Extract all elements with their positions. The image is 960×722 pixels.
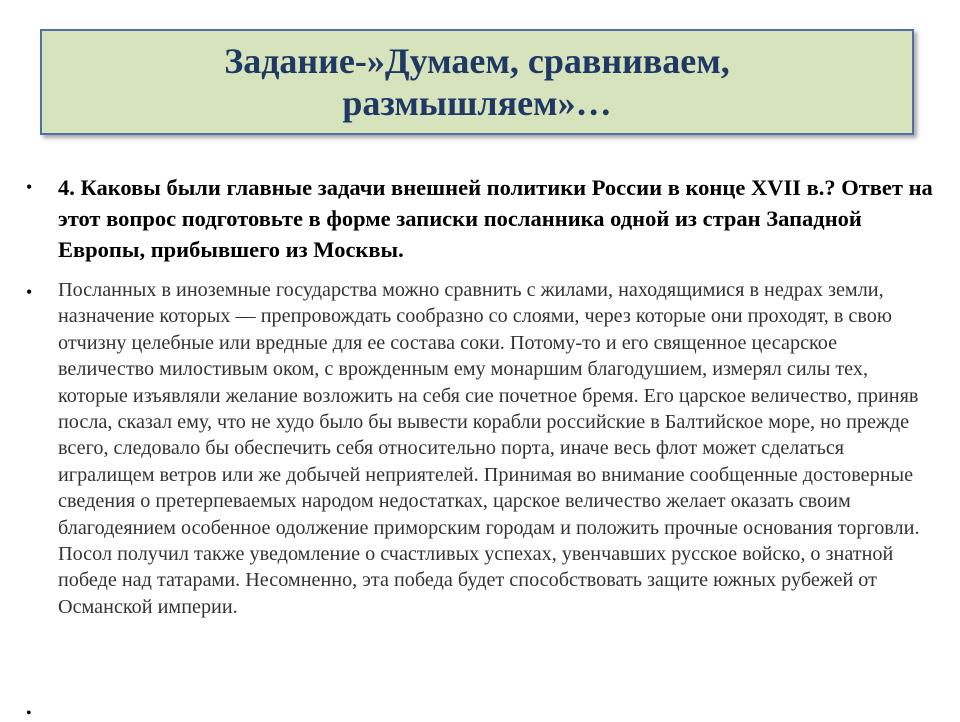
question-bullet	[26, 172, 946, 265]
question-text: 4. Каковы были главные задачи внешней политики России в конце XVII в.? Ответ на этот вопрос подготовьте в форме записки посланника одной из стран Западной Европы, прибывшего из Москвы.	[58, 175, 933, 262]
answer-text: Посланных в иноземные государства можно сравнить с жилами, находящимися в недрах земли, назначение которых — препровождать сообразно со слоями, через которые они проходят, в свою отчизну целебные или вредные для ее состава соки. Потому-то и его священное цесарское величество милостивым оком, с врожденным ему монаршим благодушием, измерял силы тех, которые изъявляли желание возложить на себя сие почетное бремя. Его царское величество, приняв посла, сказал ему, что не худо было бы вывести корабли российские в Балтийское море, но прежде всего, следовало бы обеспечить себя относительно порта, иначе весь флот может сделаться игралищем ветров или же добычей неприятелей. Принимая во внимание сообщенные достоверные сведения о претерпеваемых народом недостатках, царское величество желает оказать своим благодеянием особенное одолжение приморским городам и положить прочные основания торговли. Посол получил также уведомление о счастливых успехах, увенчавших русское войско, о знатной победе над татарами. Несомненно, эта победа будет способствовать защите южных рубежей от Османской империи.	[58, 279, 920, 618]
bullet-icon: •	[26, 177, 33, 197]
slide-content	[26, 172, 946, 620]
title-box	[40, 29, 914, 135]
slide-title: Задание-»Думаем, сравниваем, размышляем»…	[224, 41, 730, 123]
empty-bullet-icon: •	[26, 705, 32, 722]
answer-bullet	[26, 277, 946, 620]
bullet-icon: •	[26, 282, 33, 302]
